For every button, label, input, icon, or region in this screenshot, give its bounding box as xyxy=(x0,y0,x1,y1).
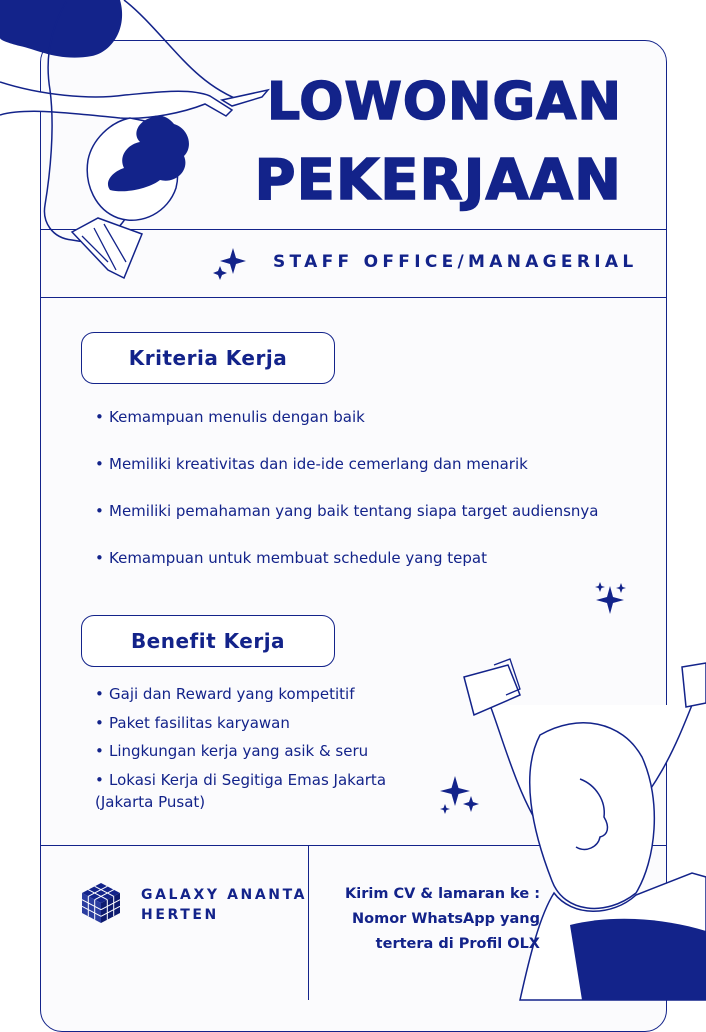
title-line-1: LOWONGAN xyxy=(266,72,622,132)
sparkle-icon xyxy=(594,582,626,614)
list-item: • Paket fasilitas karyawan xyxy=(95,712,386,741)
job-subtitle: STAFF OFFICE/MANAGERIAL xyxy=(273,252,638,272)
sparkle-icon xyxy=(213,246,247,280)
company-name xyxy=(141,885,307,925)
list-item: • Gaji dan Reward yang kompetitif xyxy=(95,683,386,712)
list-item-text: Lokasi Kerja di Segitiga Emas Jakarta xyxy=(109,770,387,789)
sparkle-icon xyxy=(438,776,480,816)
footer-column-divider xyxy=(308,845,309,1000)
benefit-list xyxy=(95,683,386,817)
company-name-line-1: GALAXY ANANTA xyxy=(141,887,308,903)
list-item-text-continued: (Jakarta Pusat) xyxy=(95,792,206,811)
cube-logo-icon xyxy=(80,881,122,925)
subtitle-divider xyxy=(40,297,666,298)
benefit-heading: Benefit Kerja xyxy=(81,615,335,667)
list-item: • Kemampuan untuk membuat schedule yang tepat xyxy=(95,546,598,593)
contact-line-2: Nomor WhatsApp yang xyxy=(352,911,540,927)
list-item: • Kemampuan menulis dengan baik xyxy=(95,405,598,452)
contact-line-3: tertera di Profil OLX xyxy=(375,936,540,952)
list-item: • Lingkungan kerja yang asik & seru xyxy=(95,740,386,769)
list-item: • Memiliki kreativitas dan ide-ide cemerlang dan menarik xyxy=(95,452,598,499)
criteria-heading: Kriteria Kerja xyxy=(81,332,335,384)
company-name-line-2: HERTEN xyxy=(141,907,219,923)
contact-line-1: Kirim CV & lamaran ke : xyxy=(345,886,540,902)
title-line-2: PEKERJAAN xyxy=(254,148,622,213)
contact-info xyxy=(345,882,540,957)
list-item: • Memiliki pemahaman yang baik tentang siapa target audiensnya xyxy=(95,499,598,546)
list-item xyxy=(95,769,386,817)
criteria-list xyxy=(95,405,598,593)
